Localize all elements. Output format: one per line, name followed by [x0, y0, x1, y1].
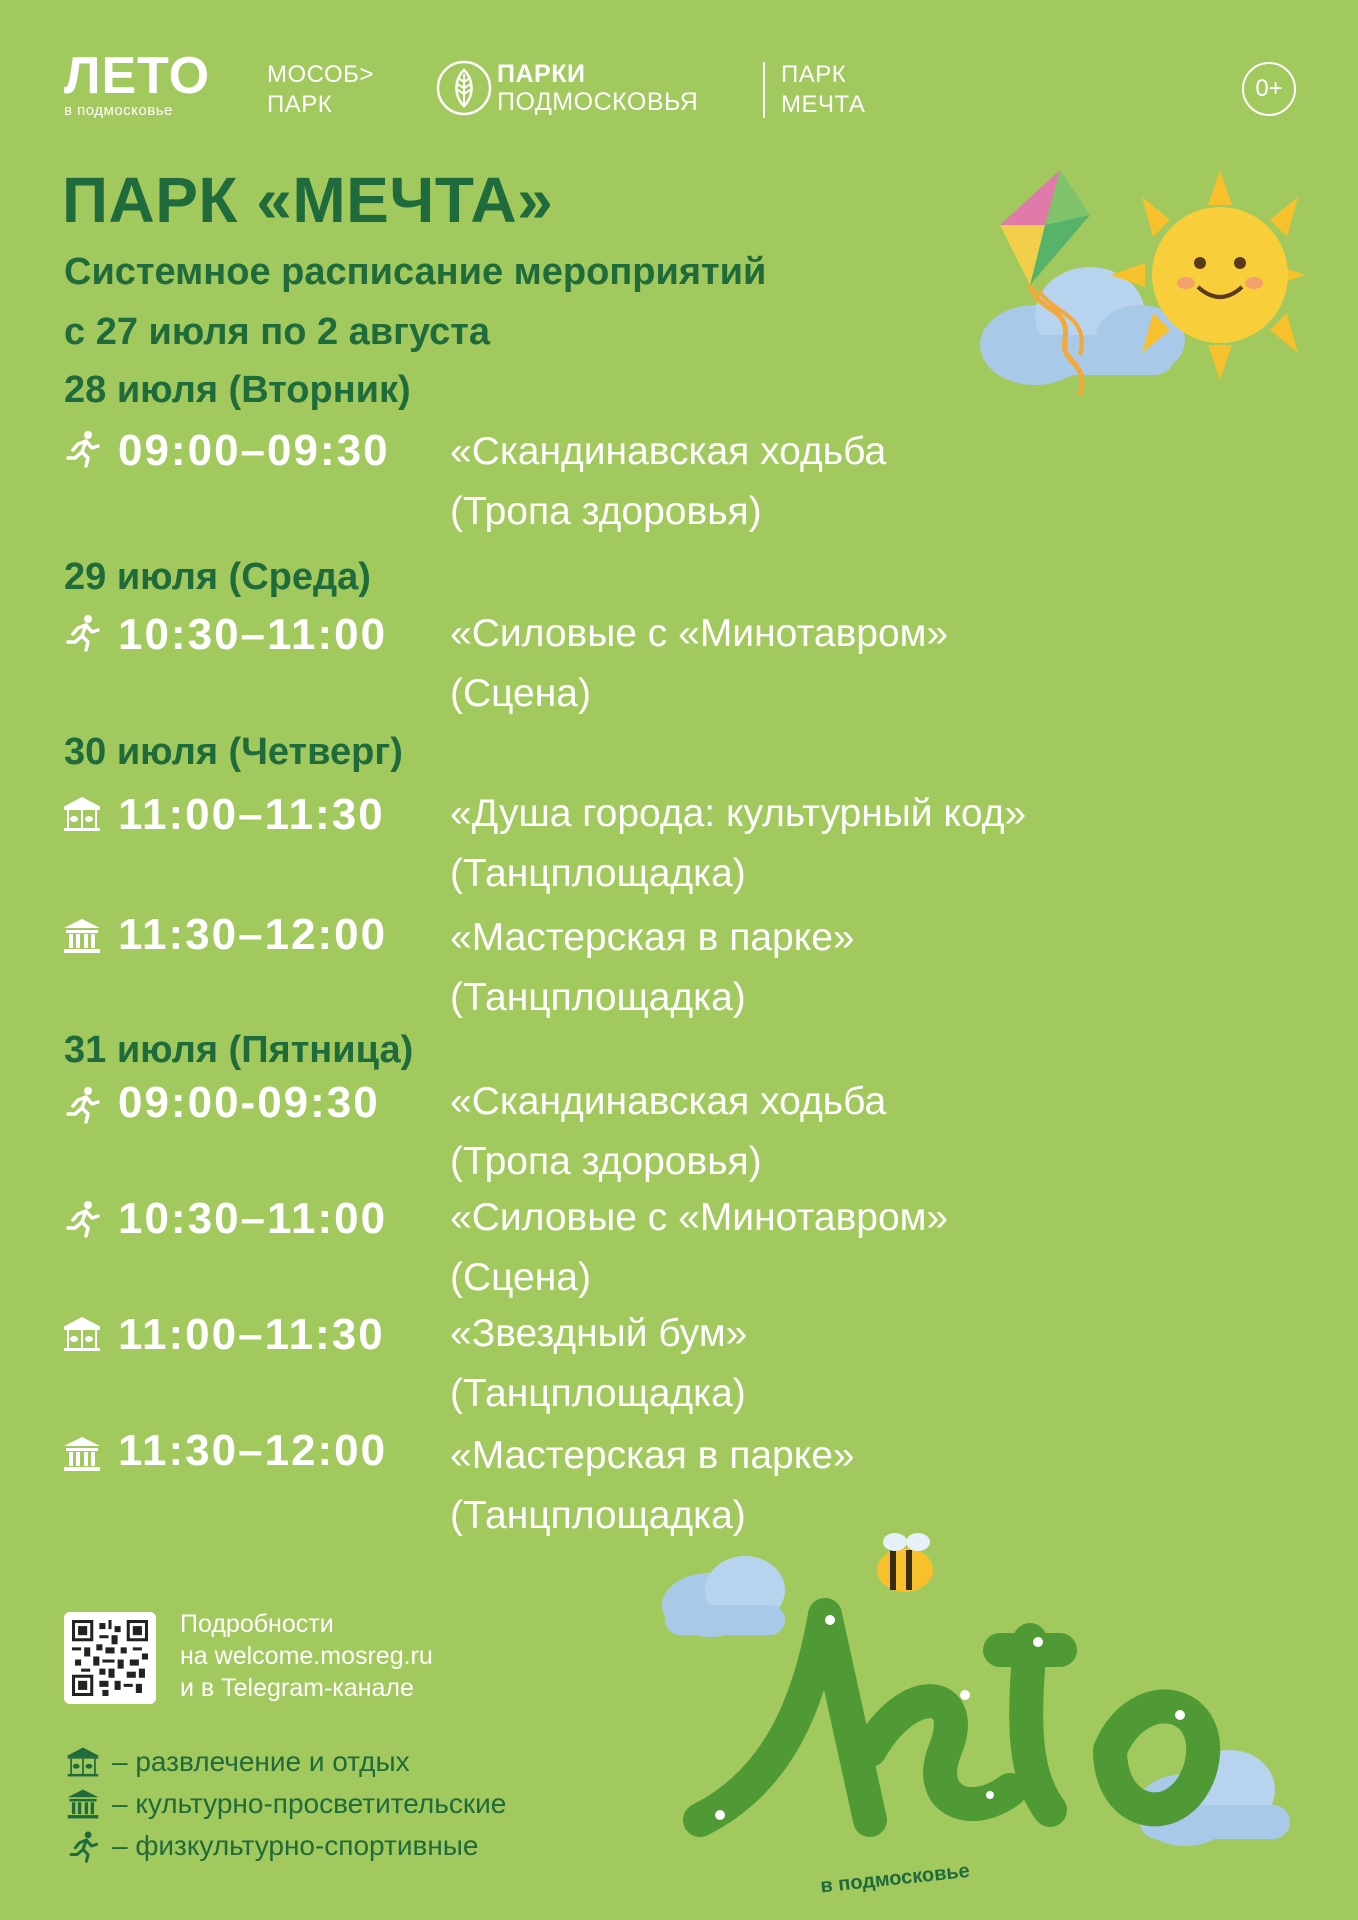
event-description — [450, 604, 948, 724]
qr-code[interactable] — [64, 1612, 156, 1704]
event-description — [450, 422, 886, 542]
page-title: ПАРК «МЕЧТА» — [62, 164, 554, 236]
leto-logo-text: ЛЕТО — [64, 47, 211, 105]
runner-icon — [62, 1084, 102, 1124]
event-title: «Силовые с «Минотавром» — [450, 612, 949, 655]
day-heading: 30 июля (Четверг) — [64, 731, 403, 773]
event-place: (Тропа здоровья) — [450, 490, 762, 533]
day-heading: 29 июля (Среда) — [64, 556, 371, 598]
qr-code-icon — [72, 1620, 148, 1696]
legend-item-cultural — [64, 1786, 506, 1822]
leto-art-sub: в подмосковье — [819, 1859, 971, 1898]
subtitle-line1: Системное расписание мероприятий — [64, 251, 767, 293]
legend-item-entertainment — [64, 1744, 410, 1780]
park-line1: ПАРК — [781, 61, 847, 88]
event-title: «Звездный бум» — [450, 1312, 748, 1355]
event-time: 10:30–11:00 — [118, 610, 388, 659]
parki-line2: ПОДМОСКОВЬЯ — [497, 88, 699, 116]
leaf-emblem-icon — [436, 60, 492, 116]
more-info-text — [180, 1608, 433, 1704]
event-time: 09:00-09:30 — [118, 1078, 380, 1127]
event-place: (Сцена) — [450, 672, 591, 715]
mosob-line1: МОСОБ> — [267, 61, 374, 88]
event-description — [450, 784, 1026, 904]
info-line3: и в Telegram-канале — [180, 1674, 414, 1702]
legend-label: – культурно-просветительские — [112, 1788, 507, 1819]
day-heading: 31 июля (Пятница) — [64, 1029, 414, 1071]
event-time: 11:30–12:00 — [118, 910, 388, 959]
leto-logo — [64, 47, 211, 120]
mosobpark-logo — [267, 60, 374, 120]
bee-icon — [877, 1533, 933, 1592]
legend-item-sport — [64, 1828, 479, 1864]
info-line1: Подробности — [180, 1610, 334, 1638]
park-mechta-logo — [781, 60, 865, 120]
kite-sun-illustration — [950, 165, 1310, 405]
museum-icon — [62, 1434, 102, 1474]
event-time: 11:00–11:30 — [118, 790, 385, 839]
museum-icon — [62, 916, 102, 956]
info-line2[interactable]: на welcome.mosreg.ru — [180, 1642, 433, 1670]
mosob-line2: ПАРК — [267, 91, 333, 118]
event-title: «Мастерская в парке» — [450, 1434, 855, 1477]
event-description — [450, 908, 855, 1028]
carousel-icon — [64, 1745, 102, 1779]
event-title: «Душа города: культурный код» — [450, 792, 1027, 835]
event-title: «Мастерская в парке» — [450, 916, 855, 959]
event-place: (Тропа здоровья) — [450, 1140, 762, 1183]
event-description — [450, 1304, 747, 1424]
event-place: (Танцплощадка) — [450, 852, 746, 895]
runner-icon — [62, 428, 102, 468]
parki-line1: ПАРКИ — [497, 60, 586, 88]
day-heading: 28 июля (Вторник) — [64, 369, 411, 411]
event-place: (Танцплощадка) — [450, 976, 746, 1019]
event-time: 11:30–12:00 — [118, 1426, 388, 1475]
event-title: «Скандинавская ходьба — [450, 430, 887, 473]
leto-grass-art — [640, 1520, 1310, 1900]
event-title: «Силовые с «Минотавром» — [450, 1196, 949, 1239]
park-line2: МЕЧТА — [781, 91, 866, 118]
carousel-icon — [62, 794, 102, 834]
runner-icon — [62, 1198, 102, 1238]
legend-label: – развлечение и отдых — [112, 1746, 410, 1777]
event-description — [450, 1188, 948, 1308]
runner-icon — [64, 1829, 102, 1863]
parki-podmoskovya-logo — [497, 60, 698, 116]
event-title: «Скандинавская ходьба — [450, 1080, 887, 1123]
leto-logo-sub: в подмосковье — [64, 102, 173, 119]
cloud-icon — [662, 1556, 785, 1637]
event-place: (Танцплощадка) — [450, 1494, 746, 1537]
event-place: (Танцплощадка) — [450, 1372, 746, 1415]
event-description — [450, 1072, 886, 1192]
museum-icon — [64, 1787, 102, 1821]
runner-icon — [62, 612, 102, 652]
carousel-icon — [62, 1314, 102, 1354]
event-place: (Сцена) — [450, 1256, 591, 1299]
event-time: 10:30–11:00 — [118, 1194, 388, 1243]
subtitle-line2: с 27 июля по 2 августа — [64, 311, 491, 353]
event-time: 11:00–11:30 — [118, 1310, 385, 1359]
age-rating-badge: 0+ — [1242, 62, 1296, 116]
legend-label: – физкультурно-спортивные — [112, 1830, 479, 1861]
event-time: 09:00–09:30 — [118, 426, 390, 475]
header-divider — [763, 62, 765, 118]
page-subtitle — [64, 242, 766, 362]
